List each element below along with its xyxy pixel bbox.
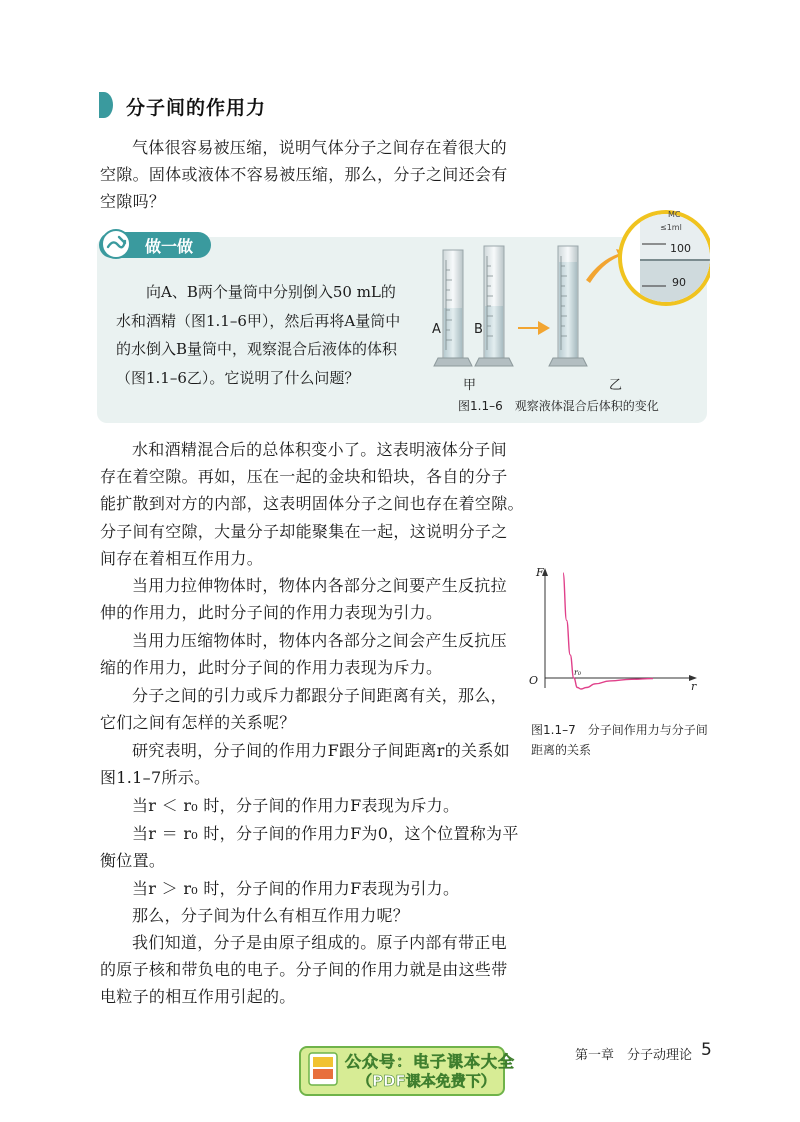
text-line: 研究表明，分子间的作用力F跟分子间距离r的关系如 (132, 741, 510, 760)
text-line: 当用力压缩物体时，物体内各部分之间会产生反抗压 (132, 631, 507, 650)
zoom-mark-90: 90 (672, 276, 686, 289)
paragraph-2 (100, 572, 510, 626)
zoom-brand: MC (668, 210, 681, 219)
paragraph-7 (100, 820, 519, 874)
section-marker-icon (99, 92, 113, 118)
text-line: 能扩散到对方的内部，这表明固体分子之间也存在着空隙。 (100, 494, 524, 514)
text-line: 存在着空隙。再如，压在一起的金块和铅块，各自的分子 (100, 467, 508, 487)
section-title: 分子间的作用力 (126, 97, 267, 119)
arrow-icon (518, 321, 550, 335)
label-yi: 乙 (609, 378, 623, 393)
cylinder-mixed (549, 246, 587, 366)
paragraph-6 (100, 792, 510, 819)
watermark-line2: （PDF课本免费下） (357, 1072, 496, 1090)
footer-chapter: 第一章 分子动理论 (575, 1048, 693, 1063)
label-a: A (432, 322, 441, 337)
text-line: 水和酒精混合后的总体积变小了。这表明液体分子间 (132, 440, 507, 459)
text-line: 向A、B两个量筒中分别倒入50 mL的 (146, 283, 396, 301)
label-b: B (474, 322, 483, 337)
cylinder-a (434, 250, 472, 366)
text-line: 分子之间的引力或斥力都跟分子间距离有关，那么， (132, 686, 507, 705)
paragraph-4 (100, 682, 510, 736)
text-line: 空隙。固体或液体不容易被压缩，那么，分子之间还会有 (100, 165, 508, 185)
text-line: 气体很容易被压缩，说明气体分子之间存在着很大的 (132, 138, 507, 157)
text-line: 水和酒精（图1.1–6甲），然后再将A量筒中 (116, 311, 401, 330)
zoom-mark-100: 100 (670, 242, 691, 255)
text-line: 当r ＝ r₀ 时，分子间的作用力F为0，这个位置称为平 (132, 824, 519, 843)
activity-title: 做一做 (145, 237, 194, 256)
text-line: 空隙吗？ (100, 192, 166, 212)
label-jia: 甲 (463, 378, 477, 393)
zoom-unit: ≤1ml (660, 223, 682, 232)
text-line: 的原子核和带负电的电子。分子间的作用力就是由这些带 (100, 960, 508, 980)
figure-1-1-6-caption: 图1.1–6 观察液体混合后体积的变化 (458, 399, 659, 413)
text-line: 当r ＜ r₀ 时，分子间的作用力F表现为斥力。 (132, 796, 460, 815)
figure-1-1-7-caption-line2: 距离的关系 (531, 743, 592, 757)
paragraph-1 (100, 436, 524, 572)
paragraph-8 (100, 875, 510, 902)
cylinder-b (475, 246, 513, 366)
r0-label: r₀ (574, 668, 582, 677)
figure-1-1-7-chart (525, 560, 705, 700)
figure-1-1-6 (420, 200, 710, 400)
text-line: 伸的作用力，此时分子间的作用力表现为引力。 (100, 603, 443, 623)
book-logo-icon (307, 1051, 339, 1087)
text-line: 的水倒入B量筒中，观察混合后液体的体积 (116, 340, 398, 358)
text-line: 缩的作用力，此时分子间的作用力表现为斥力。 (100, 658, 443, 678)
paragraph-3 (100, 627, 510, 681)
text-line: 分子间有空隙，大量分子却能聚集在一起，这说明分子之 (100, 521, 508, 541)
paragraph-10 (100, 929, 510, 1011)
text-line: 当用力拉伸物体时，物体内各部分之间要产生反抗拉 (132, 576, 507, 595)
origin-label: O (529, 674, 539, 687)
axis-label-r: r (691, 680, 697, 693)
text-line: 电粒子的相互作用引起的。 (100, 987, 296, 1007)
paragraph-9 (100, 902, 510, 929)
text-line: 当r ＞ r₀ 时，分子间的作用力F表现为引力。 (132, 879, 460, 898)
text-line: 那么，分子间为什么有相互作用力呢？ (132, 906, 410, 925)
text-line: 间存在着相互作用力。 (100, 548, 264, 568)
text-line: 它们之间有怎样的关系呢？ (100, 713, 296, 733)
figure-1-1-7-caption-line1: 图1.1–7 分子间作用力与分子间 (531, 723, 708, 737)
text-line: 衡位置。 (100, 851, 166, 871)
text-line: （图1.1–6乙）。它说明了什么问题？ (116, 368, 360, 387)
text-line: 我们知道，分子是由原子组成的。原子内部有带正电 (132, 933, 507, 952)
text-line: 图1.1–7所示。 (100, 768, 211, 788)
hands-on-icon (101, 229, 131, 259)
paragraph-5 (100, 737, 510, 791)
axis-label-f: F (536, 566, 544, 579)
activity-text (116, 278, 416, 392)
watermark-line1: 公众号：电子课本大全 (345, 1052, 516, 1071)
page-number: 5 (701, 1040, 712, 1060)
